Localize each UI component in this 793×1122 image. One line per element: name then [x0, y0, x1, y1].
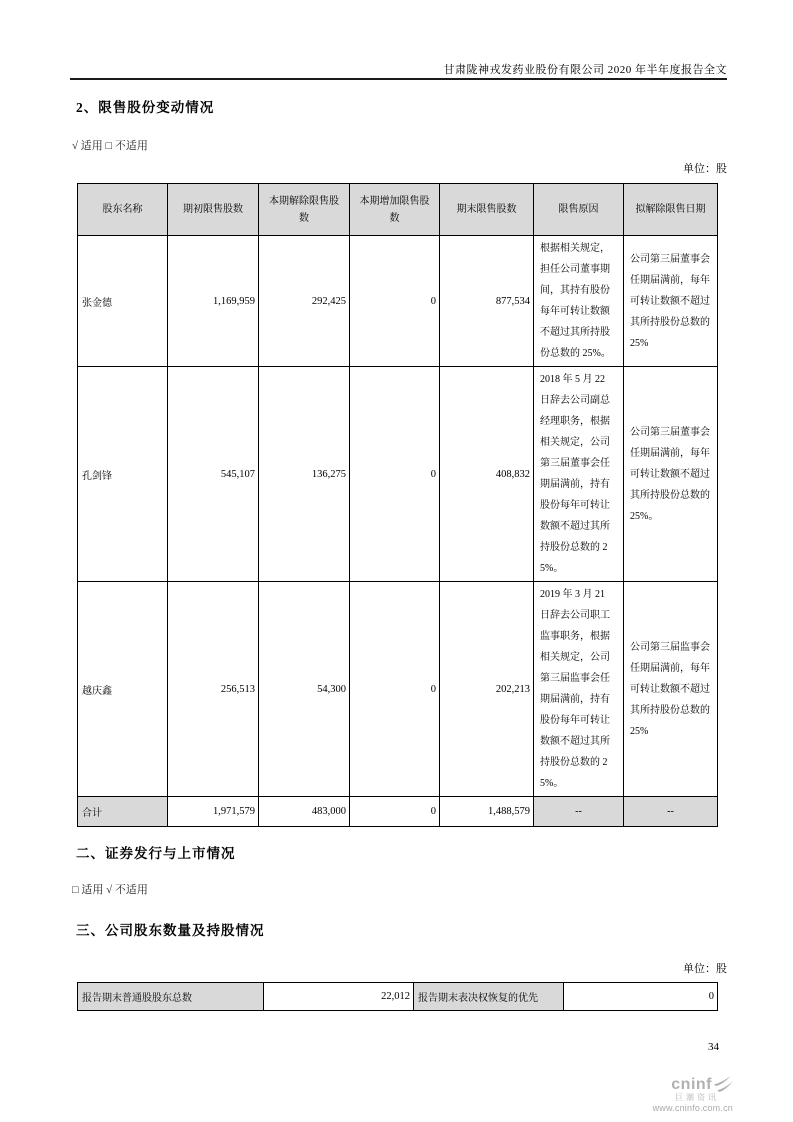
unit-label-shareholder-table: 单位：股 — [683, 963, 727, 975]
preferred-voting-restored-value: 0 — [564, 983, 718, 1011]
total-reason-cell: -- — [534, 797, 624, 827]
shareholder-name-cell: 孔剑锋 — [78, 367, 168, 582]
ending-shares-cell: 408,832 — [440, 367, 534, 582]
document-header-title: 甘肃陇神戎发药业股份有限公司 2020 年半年度报告全文 — [443, 64, 727, 76]
added-shares-cell: 0 — [350, 236, 440, 367]
initial-shares-cell: 545,107 — [168, 367, 259, 582]
table-row — [78, 367, 718, 582]
ordinary-shareholders-total-label: 报告期末普通股股东总数 — [78, 983, 264, 1011]
col-header-released-this-period: 本期解除限售股数 — [259, 184, 350, 236]
shareholder-count-table — [77, 982, 718, 1011]
initial-shares-cell: 256,513 — [168, 582, 259, 797]
cninfo-watermark — [653, 1076, 733, 1113]
cninfo-logo-chinese-name: 巨潮资讯 — [675, 1093, 719, 1102]
ending-shares-cell: 202,213 — [440, 582, 534, 797]
col-header-added-this-period: 本期增加限售股数 — [350, 184, 440, 236]
unit-label-restricted-table: 单位：股 — [683, 163, 727, 175]
table-row — [78, 582, 718, 797]
total-initial-cell: 1,971,579 — [168, 797, 259, 827]
ending-shares-cell: 877,534 — [440, 236, 534, 367]
total-ending-cell: 1,488,579 — [440, 797, 534, 827]
released-shares-cell: 54,300 — [259, 582, 350, 797]
release-date-cell: 公司第三届监事会任期届满前，每年可转让数额不超过其所持股份总数的 25% — [624, 582, 718, 797]
page-number: 34 — [708, 1041, 719, 1053]
table-total-row — [78, 797, 718, 827]
added-shares-cell: 0 — [350, 367, 440, 582]
release-date-cell: 公司第三届董事会任期届满前，每年可转让数额不超过其所持股份总数的 25% — [624, 236, 718, 367]
table-header-row — [78, 184, 718, 236]
table-row — [78, 983, 718, 1011]
initial-shares-cell: 1,169,959 — [168, 236, 259, 367]
shareholder-name-cell: 张金德 — [78, 236, 168, 367]
released-shares-cell: 292,425 — [259, 236, 350, 367]
col-header-ending-restricted: 期末限售股数 — [440, 184, 534, 236]
release-date-cell: 公司第三届董事会任期届满前，每年可转让数额不超过其所持股份总数的 25%。 — [624, 367, 718, 582]
table-row — [78, 236, 718, 367]
ordinary-shareholders-total-value: 22,012 — [264, 983, 414, 1011]
col-header-initial-restricted: 期初限售股数 — [168, 184, 259, 236]
cninfo-swoosh-icon — [713, 1076, 733, 1093]
total-added-cell: 0 — [350, 797, 440, 827]
section-title-securities-issuance: 二、证券发行与上市情况 — [76, 846, 236, 861]
total-release-date-cell: -- — [624, 797, 718, 827]
preferred-voting-restored-label: 报告期末表决权恢复的优先 — [414, 983, 564, 1011]
applicability-note-securities: □ 适用 √ 不适用 — [72, 884, 148, 896]
col-header-proposed-release-date: 拟解除限售日期 — [624, 184, 718, 236]
cninfo-logo-url: www.cninfo.com.cn — [652, 1103, 733, 1113]
total-label-cell: 合计 — [78, 797, 168, 827]
total-released-cell: 483,000 — [259, 797, 350, 827]
restricted-shares-table — [77, 183, 718, 827]
section-title-shareholder-count: 三、公司股东数量及持股情况 — [76, 923, 265, 938]
col-header-restriction-reason: 限售原因 — [534, 184, 624, 236]
applicability-note-restricted: √ 适用 □ 不适用 — [72, 140, 148, 152]
released-shares-cell: 136,275 — [259, 367, 350, 582]
header-divider — [70, 78, 727, 80]
restriction-reason-cell: 2018 年 5 月 22 日辞去公司副总经理职务，根据相关规定，公司第三届董事会任期届满前，持有股份每年可转让数额不超过其所持股份总数的 25%。 — [534, 367, 624, 582]
section-title-restricted-shares: 2、限售股份变动情况 — [76, 100, 215, 115]
added-shares-cell: 0 — [350, 582, 440, 797]
shareholder-name-cell: 越庆鑫 — [78, 582, 168, 797]
cninfo-logo-text: cninf — [671, 1075, 712, 1093]
restriction-reason-cell: 2019 年 3 月 21 日辞去公司职工监事职务，根据相关规定，公司第三届监事会任期届满前，持有股份每年可转让数额不超过其所持股份总数的 25%。 — [534, 582, 624, 797]
restriction-reason-cell: 根据相关规定，担任公司董事期间，其持有股份每年可转让数额不超过其所持股份总数的 25%。 — [534, 236, 624, 367]
col-header-shareholder-name: 股东名称 — [78, 184, 168, 236]
